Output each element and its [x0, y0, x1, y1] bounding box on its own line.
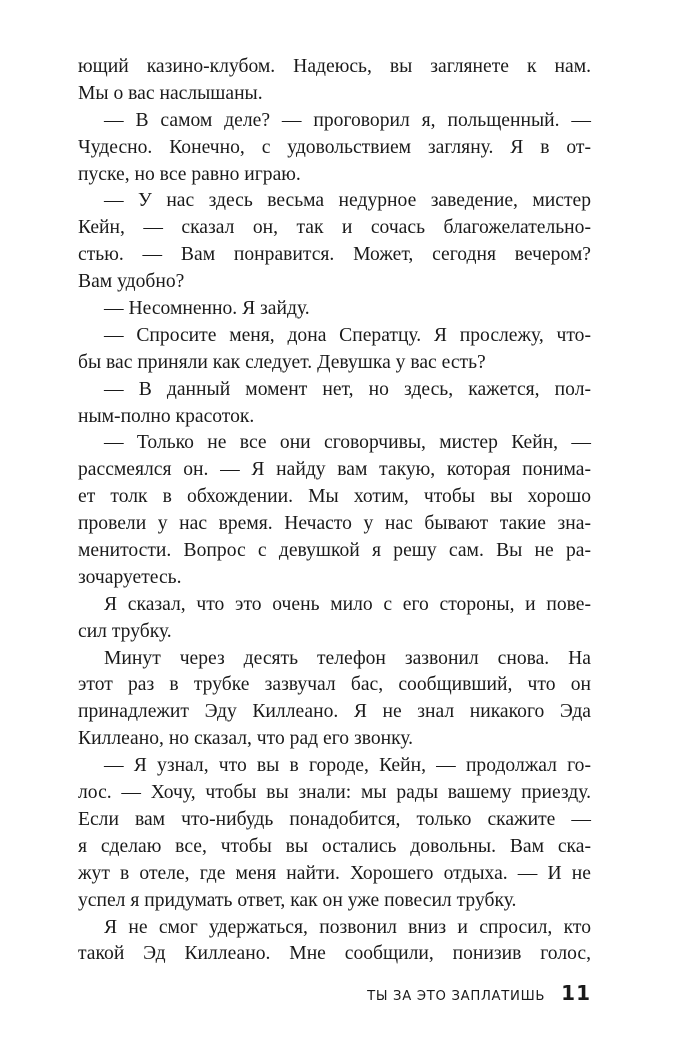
page-footer: [345, 981, 591, 1003]
text-line: такой Эд Киллеано. Мне сообщили, понизив голос,: [78, 943, 591, 965]
text-line: Если вам что-нибудь понадобится, только скажите —: [78, 808, 591, 830]
text-line: принадлежит Эду Киллеано. Я не знал никакого Эда: [78, 701, 591, 723]
text-line: Чудесно. Конечно, с удовольствием загляну. Я в от-: [78, 136, 591, 158]
text-line: Я не смог удержаться, позвонил вниз и спросил, кто: [104, 916, 591, 938]
text-line: ным-полно красоток.: [78, 405, 255, 427]
text-line: Я сказал, что это очень мило с его стороны, и пове-: [104, 593, 591, 615]
text-line: — Спросите меня, дона Сператцу. Я прослежу, что-: [104, 324, 591, 346]
text-line: пуске, но все равно играю.: [78, 163, 301, 185]
body-text: [78, 54, 591, 968]
text-line: зочаруетесь.: [78, 566, 182, 588]
text-line: — У нас здесь весьма недурное заведение, мистер: [104, 190, 591, 212]
text-line: Кейн, — сказал он, так и сочась благожелательно-: [78, 217, 591, 239]
text-line: менитости. Вопрос с девушкой я решу сам. Вы не ра-: [78, 540, 591, 562]
page-number: 11: [561, 981, 591, 1005]
text-line: я сделаю все, чтобы вы остались довольны. Вам ска-: [78, 835, 591, 857]
text-line: бы вас приняли как следует. Девушка у вас есть?: [78, 351, 486, 373]
text-line: лос. — Хочу, чтобы вы знали: мы рады вашему приезду.: [78, 782, 591, 804]
text-line: — В данный момент нет, но здесь, кажется, пол-: [104, 378, 591, 400]
text-line: этот раз в трубке зазвучал бас, сообщивший, что он: [78, 674, 591, 696]
running-head: ТЫ ЗА ЭТО ЗАПЛАТИШЬ: [367, 989, 546, 1004]
text-line: — Я узнал, что вы в городе, Кейн, — продолжал го-: [104, 755, 591, 777]
text-line: Мы о вас наслышаны.: [78, 82, 263, 104]
text-line: — Только не все они сговорчивы, мистер Кейн, —: [104, 432, 591, 454]
text-line: Вам удобно?: [78, 271, 185, 293]
text-line: стью. — Вам понравится. Может, сегодня вечером?: [78, 244, 591, 266]
text-line: рассмеялся он. — Я найду вам такую, которая понима-: [78, 459, 591, 481]
text-line: — Несомненно. Я зайду.: [104, 298, 310, 320]
text-line: провели у нас время. Нечасто у нас бывают такие зна-: [78, 513, 591, 535]
text-line: — В самом деле? — проговорил я, польщенный. —: [104, 109, 591, 131]
text-line: сил трубку.: [78, 620, 172, 642]
text-line: успел я придумать ответ, как он уже повесил трубку.: [78, 889, 517, 911]
text-line: ет толк в обхождении. Мы хотим, чтобы вы хорошо: [78, 486, 591, 508]
text-line: Минут через десять телефон зазвонил снова. На: [104, 647, 591, 669]
text-line: жут в отеле, где меня найти. Хорошего отдыха. — И не: [78, 862, 591, 884]
text-line: ющий казино-клубом. Надеюсь, вы заглянете к нам.: [78, 56, 591, 77]
text-line: Киллеано, но сказал, что рад его звонку.: [78, 728, 414, 750]
